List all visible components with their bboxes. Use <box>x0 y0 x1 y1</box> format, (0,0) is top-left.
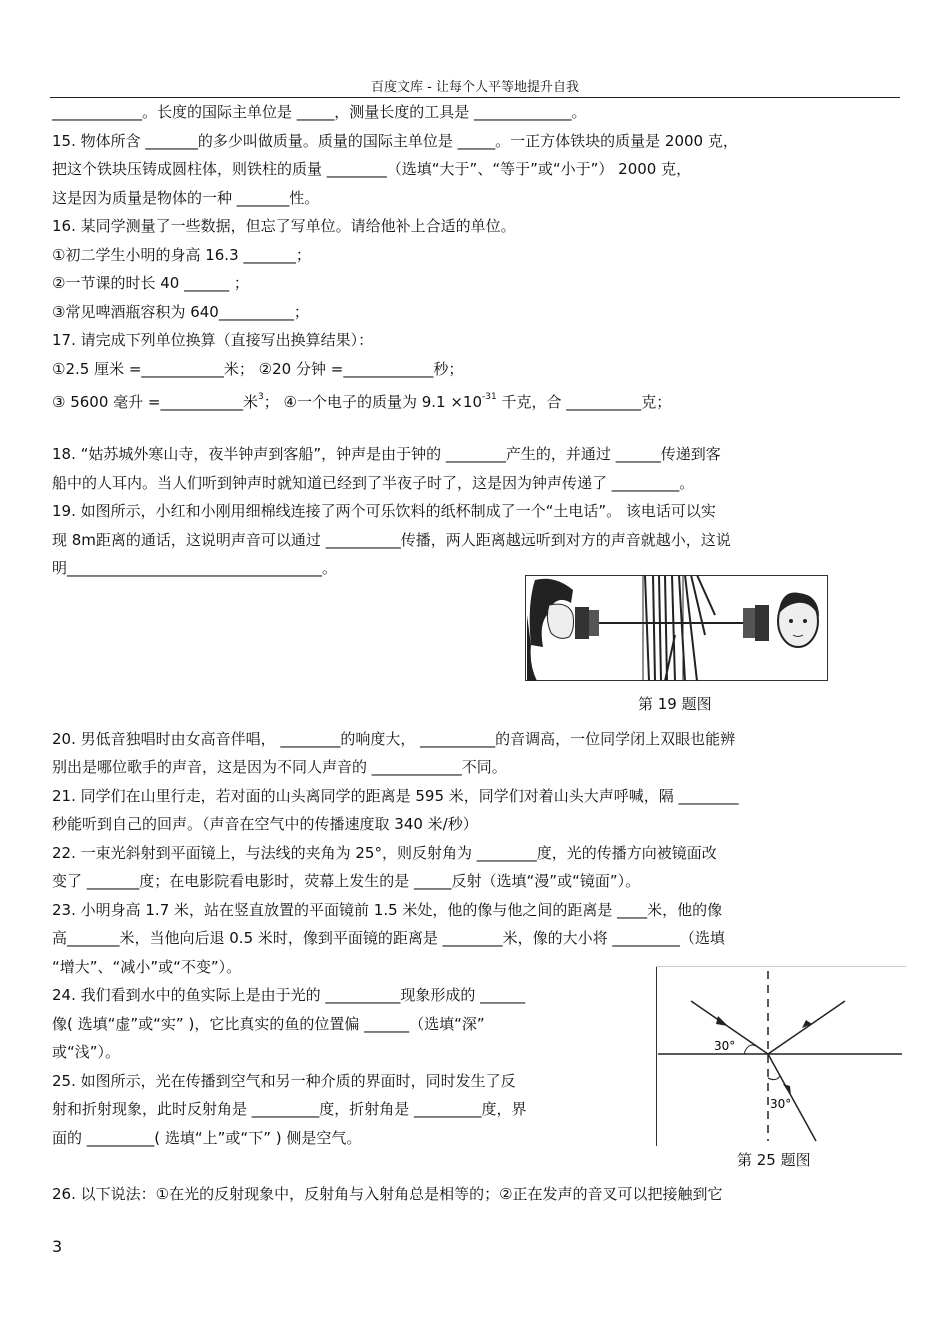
text-line: 15. 物体所含 _______的多少叫做质量。质量的国际主单位是 _____。一正方体铁块的质量是 2000 克， <box>52 132 738 150</box>
text-line: 24. 我们看到水中的鱼实际上是由于光的 __________现象形成的 ______ <box>52 986 526 1004</box>
text-line: 面的 _________( 选填“上”或“下” ) 侧是空气。 <box>52 1129 362 1147</box>
text-line: 别出是哪位歌手的声音，这是因为不同人声音的 ____________不同。 <box>52 758 507 776</box>
text-line: 秒能听到自己的回声。（声音在空气中的传播速度取 340 米/秒） <box>52 815 478 833</box>
figure-19-caption: 第 19 题图 <box>638 695 712 713</box>
text-line: “增大”、“减小”或“不变”）。 <box>52 958 242 976</box>
angle-label-bottom: 30° <box>770 1097 792 1111</box>
text-line: 高_______米，当他向后退 0.5 米时，像到平面镜的距离是 ________米，像的大小将 _________（选填 <box>52 929 725 947</box>
text-line-unit-conversion <box>52 386 671 413</box>
text-line: ____________。长度的国际主单位是 _____，测量长度的工具是 _____________。 <box>52 103 587 121</box>
header-rule <box>50 97 900 98</box>
text-line: ②一节课的时长 40 ______ ； <box>52 274 249 292</box>
angle-label-top: 30° <box>714 1039 736 1053</box>
superscript: 3 <box>258 392 264 402</box>
text-line: 25. 如图所示，光在传播到空气和另一种介质的界面时，同时发生了反 <box>52 1072 516 1090</box>
figure-25-caption: 第 25 题图 <box>737 1151 811 1169</box>
superscript: -31 <box>482 392 497 402</box>
text-line: 21. 同学们在山里行走，若对面的山头离同学的距离是 595 米，同学们对着山头大声呼喊，隔 ________ <box>52 787 739 805</box>
text-line: 18. “姑苏城外寒山寺，夜半钟声到客船”，钟声是由于钟的 ________产生的，并通过 ______传递到客 <box>52 445 721 463</box>
text-line: ①初二学生小明的身高 16.3 _______； <box>52 246 311 264</box>
text-line: 26. 以下说法：①在光的反射现象中，反射角与入射角总是相等的；②正在发声的音叉可以把接触到它 <box>52 1185 723 1203</box>
text-line: 23. 小明身高 1.7 米，站在竖直放置的平面镜前 1.5 米处，他的像与他之间的距离是 ____米，他的像 <box>52 901 723 919</box>
text-line: 把这个铁块压铸成圆柱体，则铁柱的质量 ________（选填“大于”、“等于”或“小于”） 2000 克， <box>52 160 692 178</box>
text-line: 射和折射现象，此时反射角是 _________度，折射角是 _________度，界 <box>52 1100 527 1118</box>
text-segment: 千克，合 __________克； <box>496 393 672 411</box>
text-line: ③常见啤酒瓶容积为 640__________； <box>52 303 309 321</box>
text-line: 像( 选填“虚”或“实” )，它比真实的鱼的位置偏 ______（选填“深” <box>52 1015 485 1033</box>
text-line: 或“浅”）。 <box>52 1043 121 1061</box>
text-line: 船中的人耳内。当人们听到钟声时就知道已经到了半夜子时了，这是因为钟声传递了 _________。 <box>52 474 695 492</box>
figure-19-string-telephone <box>525 575 828 681</box>
text-line: 17. 请完成下列单位换算（直接写出换算结果）： <box>52 331 374 349</box>
text-line: 变了 _______度；在电影院看电影时，荧幕上发生的是 _____反射（选填“漫”或“镜面”）。 <box>52 872 641 890</box>
text-line: 现 8m距离的通话，这说明声音可以通过 __________传播，两人距离越远听到对方的声音就越小，这说 <box>52 531 731 549</box>
text-line: 16. 某同学测量了一些数据，但忘了写单位。请给他补上合适的单位。 <box>52 217 516 235</box>
text-line: 22. 一束光斜射到平面镜上，与法线的夹角为 25°，则反射角为 ________度，光的传播方向被镜面改 <box>52 844 717 862</box>
text-line: ①2.5 厘米 =___________米； ②20 分钟 =____________秒； <box>52 360 464 378</box>
text-segment: ； ④一个电子的质量为 9.1 ×10 <box>263 393 482 411</box>
text-line: 这是因为质量是物体的一种 _______性。 <box>52 189 320 207</box>
text-line: 明__________________________________。 <box>52 559 338 577</box>
figure-25-reflection-refraction <box>656 966 906 1146</box>
page-header: 百度文库 - 让每个人平等地提升自我 <box>371 80 579 95</box>
text-line: 19. 如图所示，小红和小刚用细棉线连接了两个可乐饮料的纸杯制成了一个“土电话”。 该电话可以实 <box>52 502 716 520</box>
page-number: 3 <box>52 1237 63 1256</box>
text-segment: ③ 5600 毫升 =___________米 <box>52 393 258 411</box>
text-line: 20. 男低音独唱时由女高音伴唱， ________的响度大， __________的音调高，一位同学闭上双眼也能辨 <box>52 730 736 748</box>
